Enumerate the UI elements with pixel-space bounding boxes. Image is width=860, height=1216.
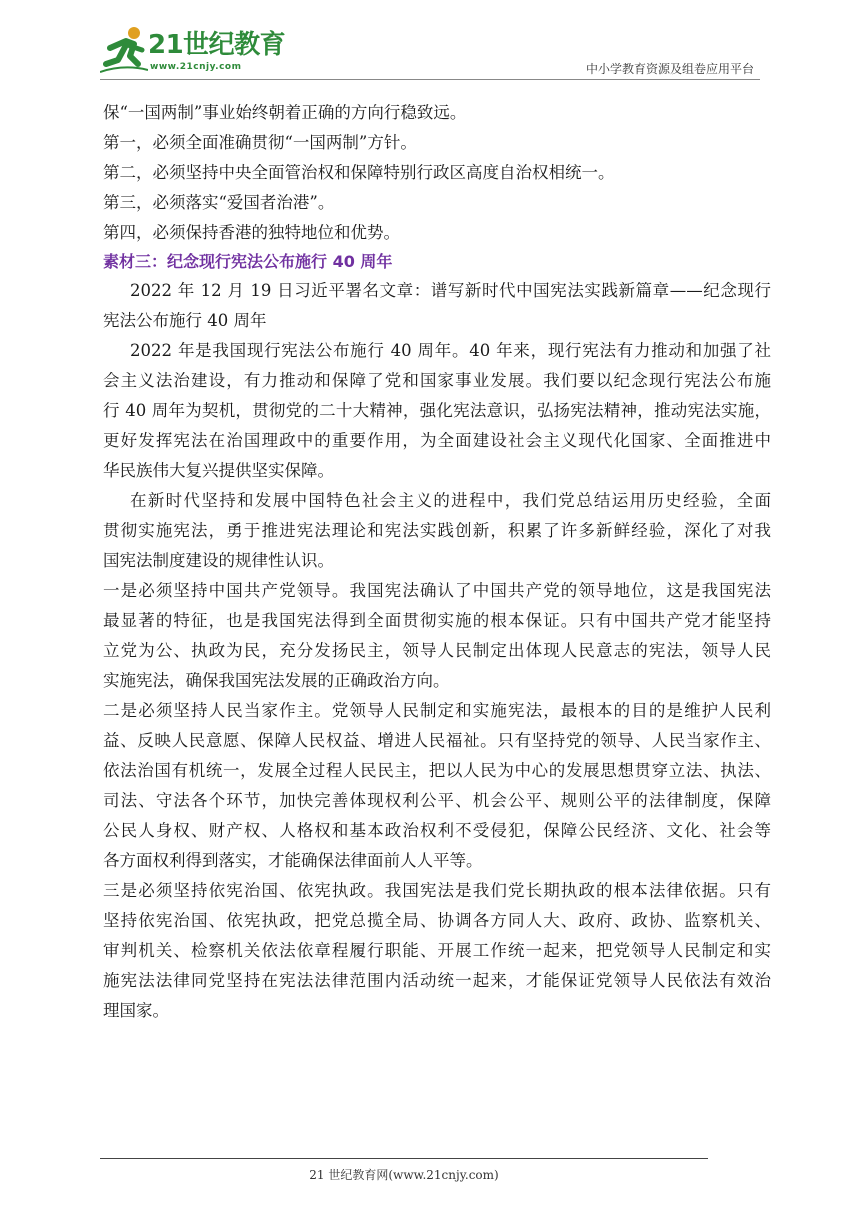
runner-icon: [100, 24, 148, 76]
page-header: [100, 24, 760, 80]
site-logo[interactable]: [100, 24, 320, 80]
header-divider: [100, 79, 760, 80]
paragraph-line: 第二，必须坚持中央全面管治权和保障特别行政区高度自治权相统一。: [103, 163, 615, 182]
document-body: [103, 98, 771, 1026]
paragraph-line: 立党为公、执政为民，充分发扬民主，领导人民制定出体现人民意志的宪法，领导人民: [103, 641, 771, 660]
section-heading: 素材三：纪念现行宪法公布施行 40 周年: [103, 252, 393, 271]
paragraph-line: 一是必须坚持中国共产党领导。我国宪法确认了中国共产党的领导地位，这是我国宪法: [103, 581, 771, 600]
paragraph-line: 第一，必须全面准确贯彻“一国两制”方针。: [103, 133, 417, 152]
paragraph-line: 施宪法法律同党坚持在宪法法律范围内活动统一起来，才能保证党领导人民依法有效治: [103, 971, 771, 990]
paragraph-line: 审判机关、检察机关依法依章程履行职能、开展工作统一起来，把党领导人民制定和实: [103, 941, 771, 960]
paragraph-line: 更好发挥宪法在治国理政中的重要作用，为全面建设社会主义现代化国家、全面推进中: [103, 431, 771, 450]
paragraph-line: 实施宪法，确保我国宪法发展的正确政治方向。: [103, 671, 450, 690]
paragraph-line: 理国家。: [103, 1001, 169, 1020]
footer-divider: [100, 1158, 708, 1159]
paragraph-line: 在新时代坚持和发展中国特色社会主义的进程中，我们党总结运用历史经验，全面: [130, 491, 771, 510]
paragraph-line: 贯彻实施宪法，勇于推进宪法理论和宪法实践创新，积累了许多新鲜经验，深化了对我: [103, 521, 771, 540]
paragraph-line: 第三，必须落实“爱国者治港”。: [103, 193, 335, 212]
paragraph-line: 三是必须坚持依宪治国、依宪执政。我国宪法是我们党长期执政的根本法律依据。只有: [103, 881, 771, 900]
paragraph-line: 各方面权利得到落实，才能确保法律面前人人平等。: [103, 851, 483, 870]
paragraph-line: 华民族伟大复兴提供坚实保障。: [103, 461, 334, 480]
paragraph-line: 最显著的特征，也是我国宪法得到全面贯彻实施的根本保证。只有中国共产党才能坚持: [103, 611, 771, 630]
paragraph-line: 会主义法治建设，有力推动和保障了党和国家事业发展。我们要以纪念现行宪法公布施: [103, 371, 771, 390]
paragraph-line: 第四，必须保持香港的独特地位和优势。: [103, 223, 400, 242]
paragraph-line: 国宪法制度建设的规律性认识。: [103, 551, 334, 570]
paragraph-line: 益、反映人民意愿、保障人民权益、增进人民福祉。只有坚持党的领导、人民当家作主、: [103, 731, 771, 750]
paragraph-line: 保“一国两制”事业始终朝着正确的方向行稳致远。: [103, 103, 467, 122]
logo-url: www.21cnjy.com: [150, 62, 242, 72]
paragraph-line: 依法治国有机统一，发展全过程人民民主，把以人民为中心的发展思想贯穿立法、执法、: [103, 761, 771, 780]
paragraph-line: 2022 年是我国现行宪法公布施行 40 周年。40 年来，现行宪法有力推动和加强了社: [130, 341, 771, 360]
paragraph-line: 二是必须坚持人民当家作主。党领导人民制定和实施宪法，最根本的目的是维护人民利: [103, 701, 771, 720]
paragraph-line: 行 40 周年为契机，贯彻党的二十大精神，强化宪法意识，弘扬宪法精神，推动宪法实施，: [103, 401, 771, 420]
footer-link[interactable]: 21 世纪教育网(www.21cnjy.com): [309, 1168, 499, 1182]
paragraph-line: 公民人身权、财产权、人格权和基本政治权利不受侵犯，保障公民经济、文化、社会等: [103, 821, 771, 840]
paragraph-line: 2022 年 12 月 19 日习近平署名文章：谱写新时代中国宪法实践新篇章——纪念现行: [130, 281, 771, 300]
paragraph-line: 坚持依宪治国、依宪执政，把党总揽全局、协调各方同人大、政府、政协、监察机关、: [103, 911, 771, 930]
logo-wordmark: 21世纪教育: [148, 30, 286, 60]
paragraph-line: 宪法公布施行 40 周年: [103, 311, 267, 330]
header-tagline: 中小学教育资源及组卷应用平台: [585, 62, 754, 76]
paragraph-line: 司法、守法各个环节，加快完善体现权利公平、机会公平、规则公平的法律制度，保障: [103, 791, 771, 810]
